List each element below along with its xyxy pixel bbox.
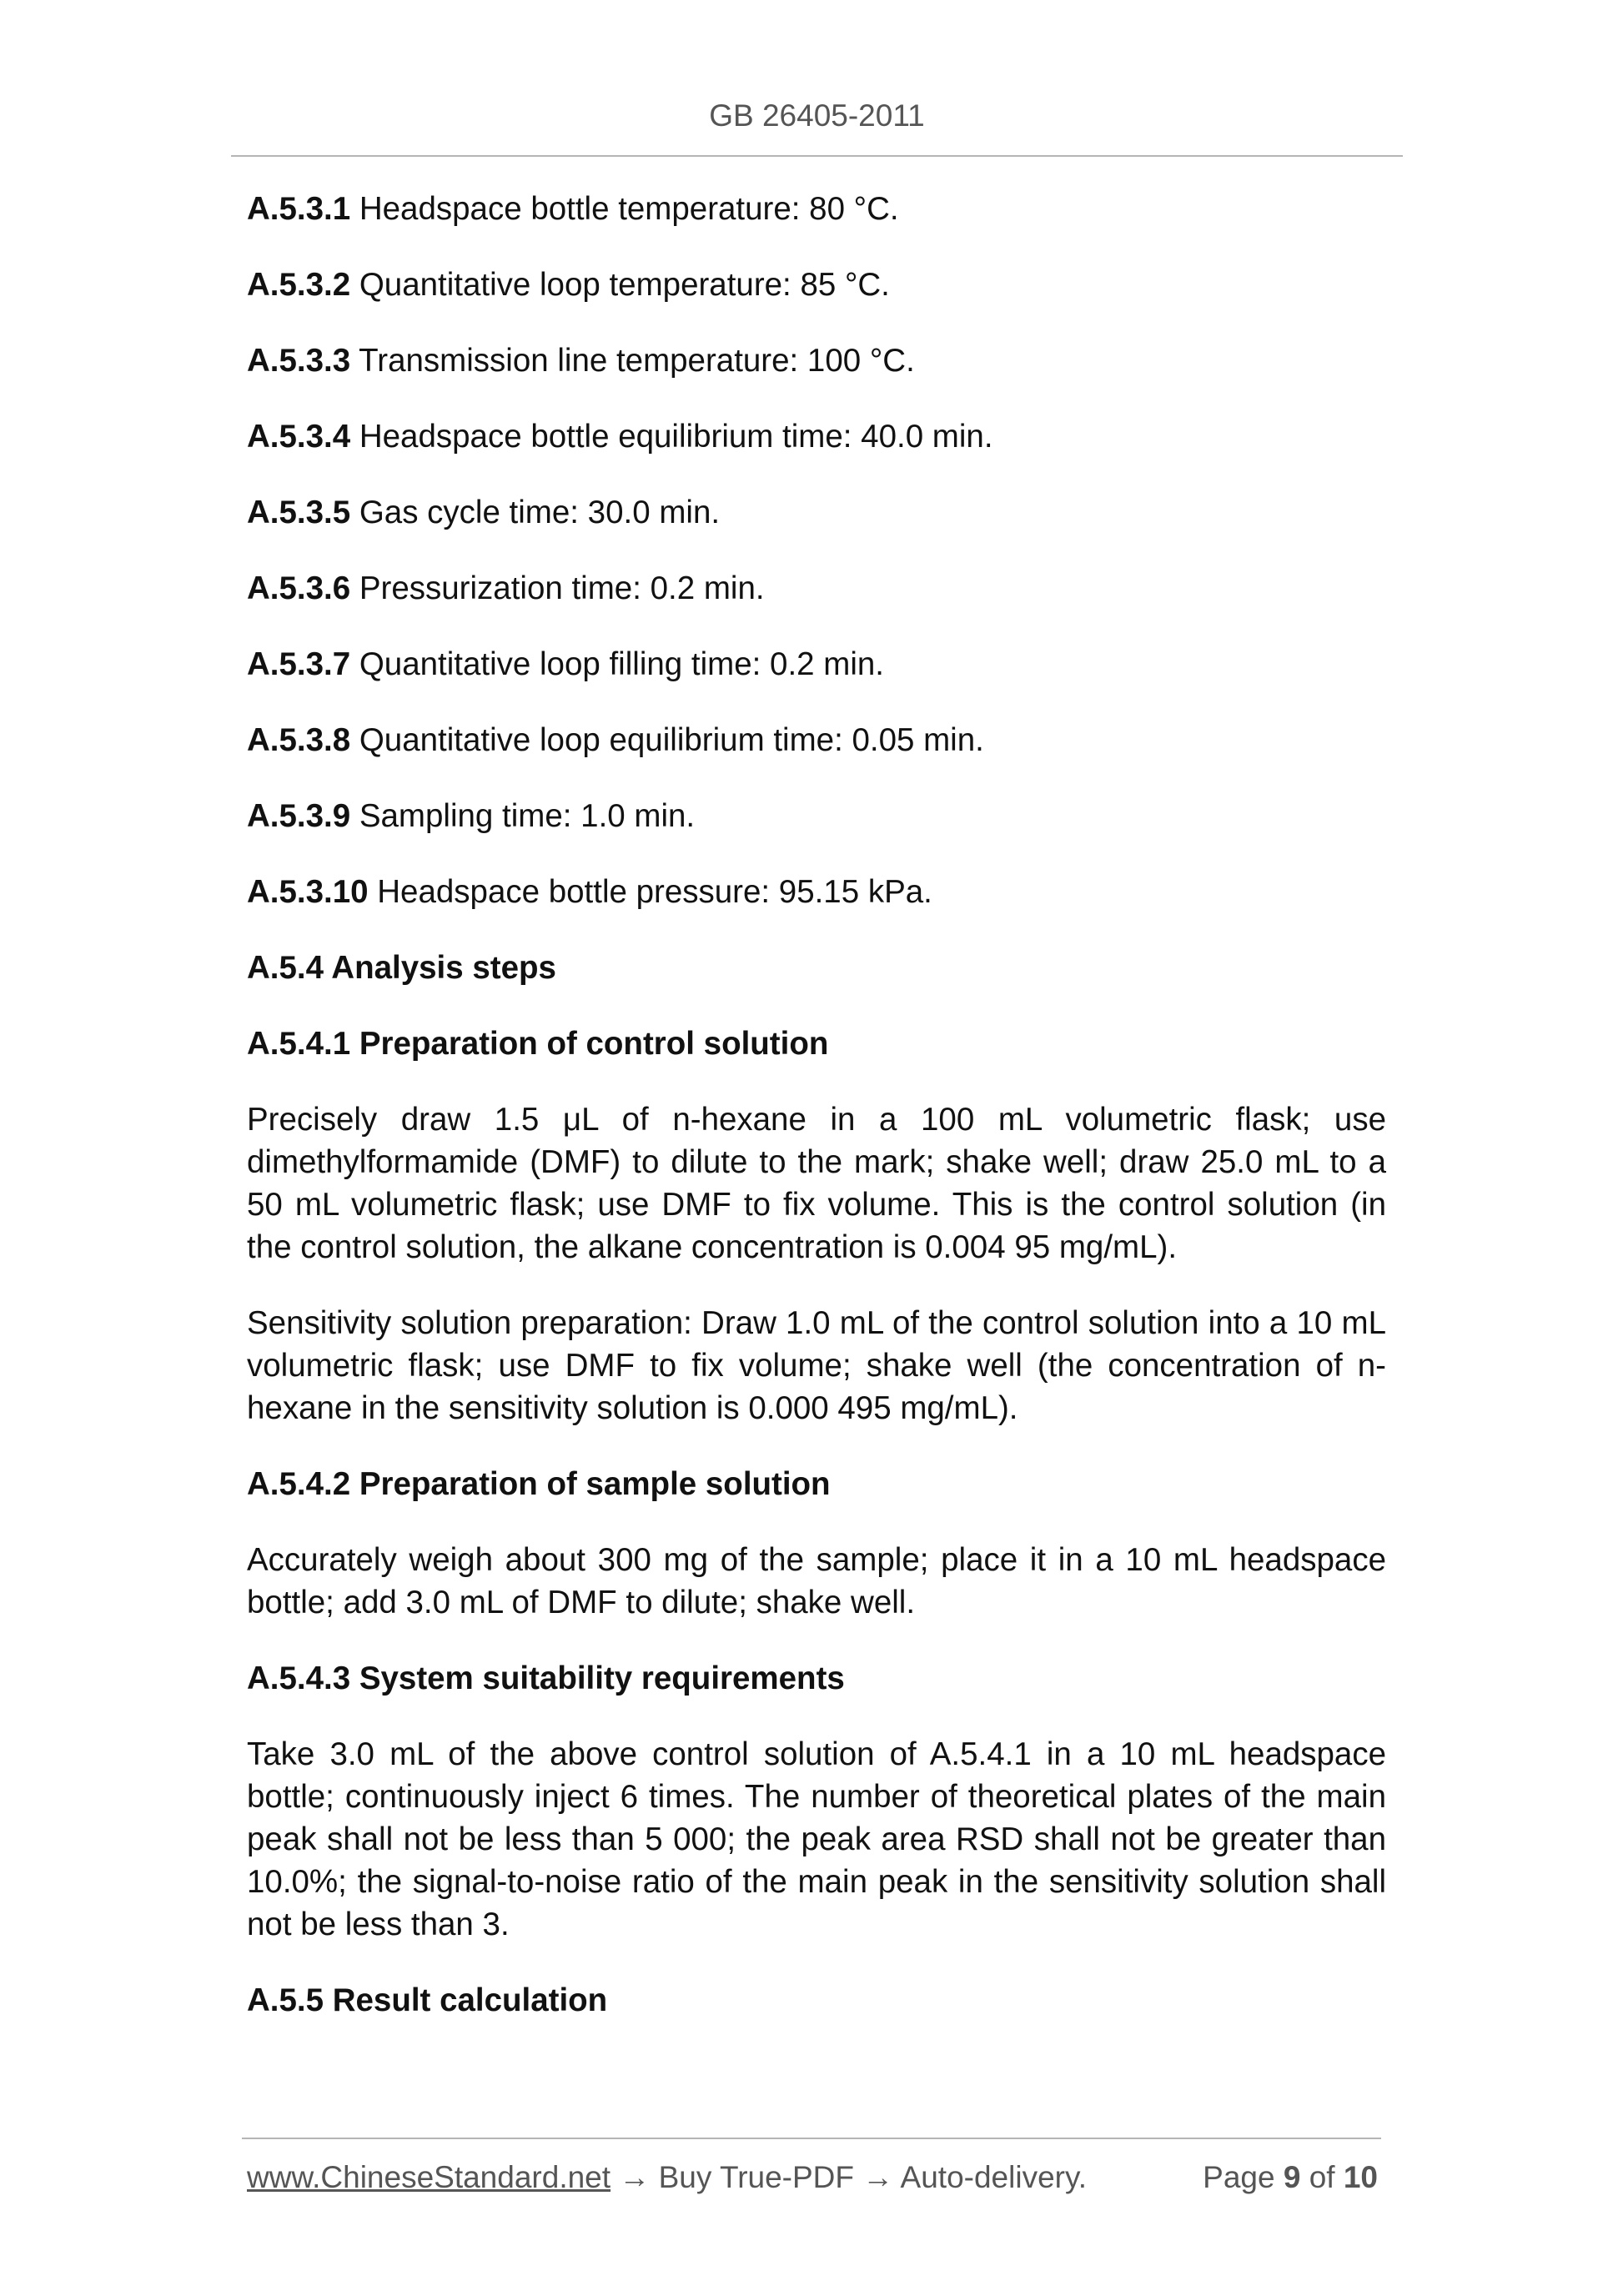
section-heading-system-suitability: A.5.4.3 System suitability requirements: [247, 1660, 845, 1696]
spec-a5-3-9: [247, 795, 1386, 837]
section-heading-result-calculation: A.5.5 Result calculation: [247, 1982, 608, 2018]
spec-a5-3-3: [247, 339, 1386, 382]
clause-text: Headspace bottle temperature: 80 °C.: [359, 191, 899, 227]
clause-number: A.5.3.5: [247, 495, 351, 530]
section-heading-analysis-steps: A.5.4 Analysis steps: [247, 950, 556, 986]
page-word: Page: [1203, 2160, 1275, 2194]
spec-a5-3-8: [247, 719, 1386, 761]
clause-text: Headspace bottle pressure: 95.15 kPa.: [377, 874, 932, 910]
clause-text: Quantitative loop filling time: 0.2 min.: [359, 646, 884, 682]
spec-a5-3-7: [247, 643, 1386, 686]
spec-a5-3-10: [247, 871, 1386, 913]
spec-a5-3-6: [247, 567, 1386, 610]
page-total: 10: [1343, 2160, 1378, 2194]
spec-a5-3-1: [247, 188, 1386, 230]
spec-a5-3-4: [247, 415, 1386, 458]
page-indicator: [1203, 2160, 1378, 2195]
paragraph-sample-solution: Accurately weigh about 300 mg of the sample; place it in a 10 mL headspace bottle; add 3.0 mL of DMF to dilute; shake well.: [247, 1542, 1386, 1620]
clause-number: A.5.3.8: [247, 722, 351, 758]
footer-divider: [242, 2138, 1381, 2139]
document-body: [247, 188, 1386, 2055]
section-heading-sample-solution: A.5.4.2 Preparation of sample solution: [247, 1466, 831, 1502]
clause-number: A.5.3.3: [247, 343, 351, 379]
clause-number: A.5.3.1: [247, 191, 351, 227]
page-number: 9: [1283, 2160, 1301, 2194]
header-divider: [231, 155, 1403, 157]
footer-buy-text: → Buy True-PDF: [619, 2160, 855, 2194]
paragraph-system-suitability: Take 3.0 mL of the above control solution of A.5.4.1 in a 10 mL headspace bottle; continuously inject 6 times. The number of theoretical plates of the main peak shall not be less than 5 000; the peak area RSD shall not be greater than 10.0%; the signal-to-noise ratio of the main peak in the sensitivity solution shall not be less than 3.: [247, 1736, 1386, 1942]
paragraph-control-solution: Precisely draw 1.5 μL of n-hexane in a 100 mL volumetric flask; use dimethylformamide (DMF) to dilute to the mark; shake well; draw 25.0 mL to a 50 mL volumetric flask; use DMF to fix volume. This is the control solution (in the control solution, the alkane concentration is 0.004 95 mg/mL).: [247, 1102, 1386, 1265]
clause-text: Headspace bottle equilibrium time: 40.0 min.: [359, 419, 993, 455]
clause-number: A.5.3.10: [247, 874, 369, 910]
spec-a5-3-5: [247, 491, 1386, 534]
page-footer: [247, 2160, 1378, 2195]
clause-number: A.5.3.6: [247, 570, 351, 606]
clause-text: Pressurization time: 0.2 min.: [359, 570, 765, 606]
clause-number: A.5.3.2: [247, 267, 351, 303]
clause-number: A.5.3.4: [247, 419, 351, 455]
section-heading-control-solution: A.5.4.1 Preparation of control solution: [247, 1026, 829, 1062]
page-header-title: GB 26405-2011: [709, 98, 925, 133]
clause-text: Transmission line temperature: 100 °C.: [359, 343, 915, 379]
clause-text: Quantitative loop equilibrium time: 0.05 min.: [359, 722, 984, 758]
clause-number: A.5.3.7: [247, 646, 351, 682]
clause-text: Quantitative loop temperature: 85 °C.: [359, 267, 890, 303]
website-link[interactable]: www.ChineseStandard.net: [247, 2160, 611, 2194]
clause-text: Gas cycle time: 30.0 min.: [359, 495, 721, 530]
spec-a5-3-2: [247, 264, 1386, 306]
clause-number: A.5.3.9: [247, 798, 351, 834]
of-word: of: [1309, 2160, 1335, 2194]
paragraph-sensitivity-solution: Sensitivity solution preparation: Draw 1.0 mL of the control solution into a 10 mL volumetric flask; use DMF to fix volume; shake well (the concentration of n-hexane in the sensitivity solution is 0.000 495 mg/mL).: [247, 1305, 1386, 1426]
footer-delivery-text: → Auto-delivery.: [862, 2160, 1087, 2194]
clause-text: Sampling time: 1.0 min.: [359, 798, 696, 834]
